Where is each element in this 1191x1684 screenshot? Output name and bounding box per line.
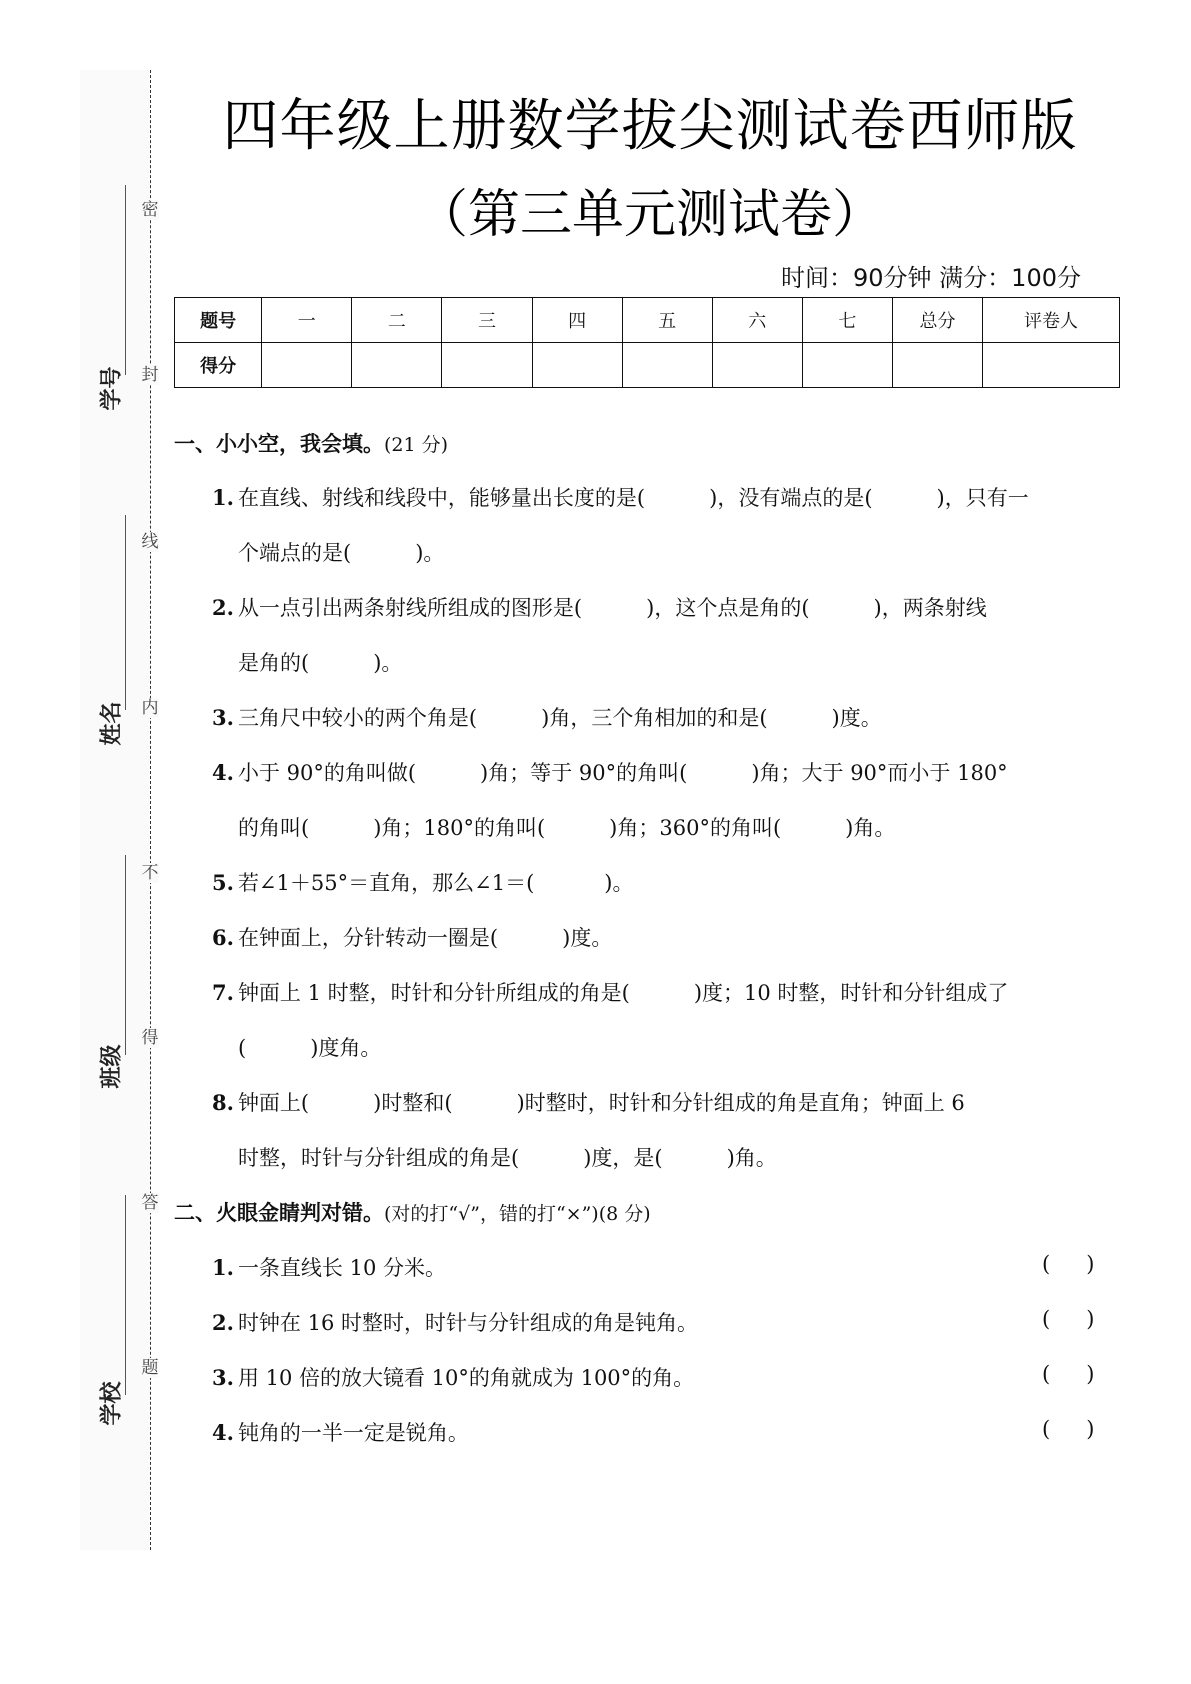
- score-cell[interactable]: [262, 343, 352, 388]
- binding-margin: [80, 70, 150, 1550]
- page-subtitle: （第三单元测试卷）: [415, 185, 884, 245]
- score-cell[interactable]: [892, 343, 982, 388]
- header-cell: 二: [352, 298, 442, 343]
- time-and-score: 时间：90分钟 满分：100分: [781, 264, 1081, 292]
- judge-question-4: 4. 钝角的一半一定是锐角。: [212, 1420, 469, 1445]
- question-1-1-cont: 个端点的是( )。: [238, 541, 445, 565]
- question-1-8-cont: 时整，时针与分针组成的角是( )度，是( )角。: [238, 1146, 777, 1170]
- seal-char: 题: [141, 1358, 159, 1378]
- question-1-2-cont: 是角的( )。: [238, 651, 403, 675]
- header-cell: 题号: [175, 298, 262, 343]
- header-cell: 六: [712, 298, 802, 343]
- cut-line: [150, 70, 151, 1550]
- header-cell: 五: [622, 298, 712, 343]
- question-1-2: 2. 从一点引出两条射线所组成的图形是( )，这个点是角的( )，两条射线: [212, 595, 987, 620]
- score-cell[interactable]: [532, 343, 622, 388]
- question-1-1: 1. 在直线、射线和线段中，能够量出长度的是( )，没有端点的是( )，只有一: [212, 485, 1029, 510]
- question-1-3: 3. 三角尺中较小的两个角是( )角，三个角相加的和是( )度。: [212, 705, 882, 730]
- score-cell[interactable]: [442, 343, 532, 388]
- question-1-7: 7. 钟面上 1 时整，时针和分针所组成的角是( )度；10 时整，时针和分针组成了: [212, 980, 1009, 1005]
- page-title: 四年级上册数学拔尖测试卷西师版: [222, 94, 1078, 159]
- section-1-heading: [174, 428, 448, 458]
- seal-char: 封: [141, 365, 159, 385]
- header-cell: 四: [532, 298, 622, 343]
- score-cell[interactable]: [983, 343, 1120, 388]
- school-label: 学校: [99, 1381, 125, 1426]
- section-1-points: (21 分): [384, 434, 449, 456]
- score-table: [174, 297, 1120, 388]
- judge-answer-box[interactable]: ( ): [1042, 1252, 1095, 1276]
- question-1-8: 8. 钟面上( )时整和( )时整时，时针和分针组成的角是直角；钟面上 6: [212, 1090, 965, 1115]
- header-cell: 七: [802, 298, 892, 343]
- header-cell: 总分: [892, 298, 982, 343]
- seal-char: 内: [141, 698, 159, 718]
- section-2-heading: [174, 1197, 651, 1227]
- seal-char: 线: [141, 532, 159, 552]
- question-1-4-cont: 的角叫( )角；180°的角叫( )角；360°的角叫( )角。: [238, 816, 896, 840]
- section-2-title: 二、火眼金睛判对错。: [174, 1201, 384, 1225]
- score-cell[interactable]: [712, 343, 802, 388]
- question-1-4: 4. 小于 90°的角叫做( )角；等于 90°的角叫( )角；大于 90°而小于 180°: [212, 760, 1008, 785]
- seal-char: 答: [141, 1193, 159, 1213]
- judge-answer-box[interactable]: ( ): [1042, 1307, 1095, 1331]
- score-cell[interactable]: [352, 343, 442, 388]
- question-1-6: 6. 在钟面上，分针转动一圈是( )度。: [212, 925, 613, 950]
- question-1-5: 5. 若∠1＋55°＝直角，那么∠1＝( )。: [212, 870, 634, 895]
- score-cell[interactable]: [802, 343, 892, 388]
- question-1-7-cont: ( )度角。: [238, 1036, 382, 1060]
- judge-question-3: 3. 用 10 倍的放大镜看 10°的角就成为 100°的角。: [212, 1365, 695, 1390]
- score-table-score-row: [175, 343, 1120, 388]
- name-label: 姓名: [99, 701, 125, 746]
- seal-char: 不: [141, 863, 159, 883]
- section-1-title: 一、小小空，我会填。: [174, 432, 384, 456]
- score-cell[interactable]: [622, 343, 712, 388]
- judge-question-1: 1. 一条直线长 10 分米。: [212, 1255, 447, 1280]
- section-2-note: (对的打“√”，错的打“×”)(8 分): [384, 1203, 651, 1225]
- class-label: 班级: [99, 1044, 125, 1089]
- student-id-line[interactable]: [125, 185, 126, 375]
- seal-char: 得: [141, 1028, 159, 1048]
- seal-char: 密: [141, 200, 159, 220]
- judge-question-2: 2. 时钟在 16 时整时，时针与分针组成的角是钝角。: [212, 1310, 699, 1335]
- score-table-header-row: [175, 298, 1120, 343]
- student-id-label: 学号: [99, 366, 125, 411]
- class-line[interactable]: [125, 855, 126, 1055]
- header-cell: 评卷人: [983, 298, 1120, 343]
- school-line[interactable]: [125, 1195, 126, 1395]
- name-line[interactable]: [125, 515, 126, 710]
- header-cell: 一: [262, 298, 352, 343]
- score-row-label: 得分: [175, 343, 262, 388]
- header-cell: 三: [442, 298, 532, 343]
- judge-answer-box[interactable]: ( ): [1042, 1417, 1095, 1441]
- judge-answer-box[interactable]: ( ): [1042, 1362, 1095, 1386]
